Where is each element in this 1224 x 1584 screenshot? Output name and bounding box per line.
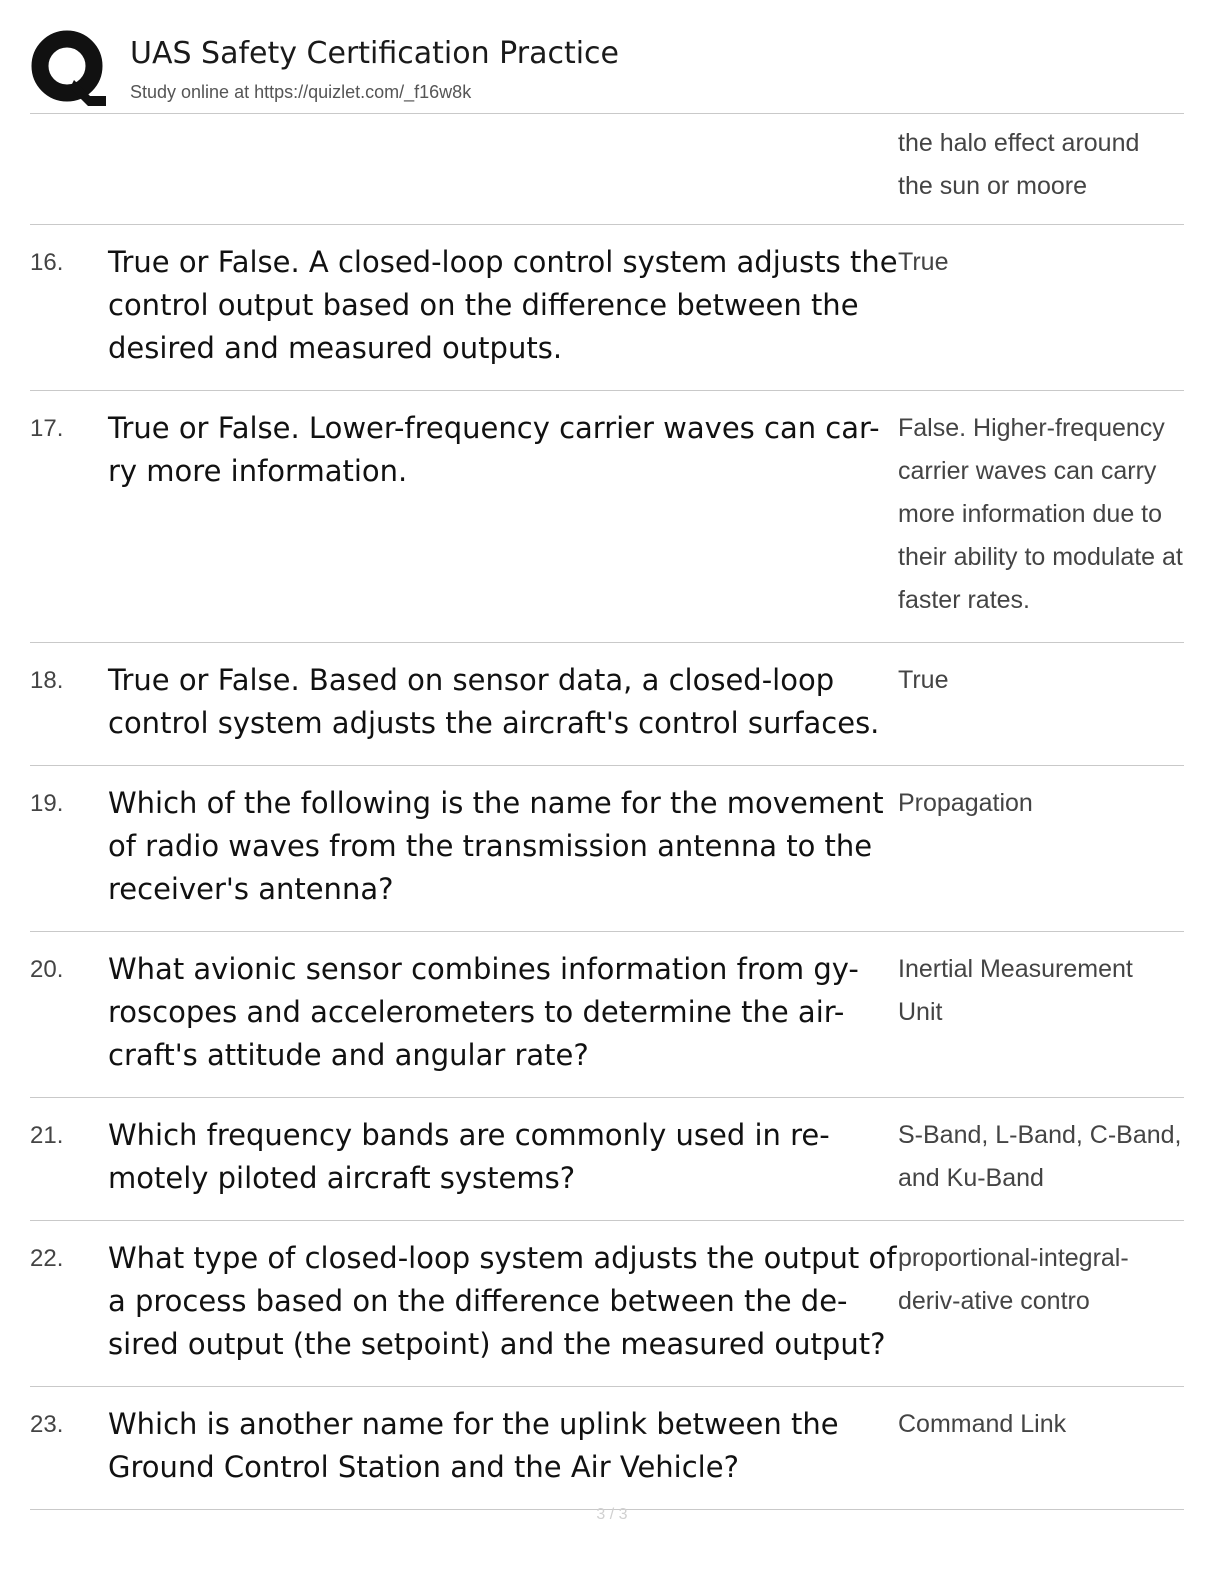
flashcard-definition: proportional-integral-deriv-ative contro [898, 1244, 1129, 1315]
flashcard-term: What type of closed-loop system adjusts the output of a process based on the difference between the de-sired output (the setpoint) and the measured output? [108, 1241, 897, 1361]
flashcard-number: 18. [30, 667, 64, 694]
flashcard-term: What avionic sensor combines information from gy-roscopes and accelerometers to determine the air-craft's attitude and angular rate? [108, 952, 859, 1072]
document-title: UAS Safety Certification Practice [130, 36, 619, 71]
flashcard-definition: Command Link [898, 1410, 1067, 1438]
flashcard-term: True or False. Based on sensor data, a closed-loop control system adjusts the aircraft's control surfaces. [108, 663, 880, 740]
flashcard-definition: the halo effect around the sun or moore [898, 129, 1140, 200]
flashcard-number: 22. [30, 1245, 64, 1272]
flashcard-definition: S-Band, L-Band, C-Band, and Ku-Band [898, 1121, 1182, 1192]
flashcard-definition: True [898, 666, 949, 694]
flashcard-number: 20. [30, 956, 64, 983]
flashcard-number: 17. [30, 415, 64, 442]
document-header [30, 28, 1184, 112]
flashcard-definition: True [898, 248, 949, 276]
quizlet-q-logo-icon [30, 30, 108, 108]
flashcard-row-22 [30, 1221, 1184, 1387]
flashcard-term: Which of the following is the name for the movement of radio waves from the transmission antenna to the receiver's antenna? [108, 786, 884, 906]
flashcard-term: Which is another name for the uplink between the Ground Control Station and the Air Vehicle? [108, 1407, 839, 1484]
flashcard-definition: Propagation [898, 789, 1033, 817]
flashcard-list [30, 114, 1184, 1510]
flashcard-row-16 [30, 225, 1184, 391]
flashcard-term: Which frequency bands are commonly used in re-motely piloted aircraft systems? [108, 1118, 830, 1195]
flashcard-row-17 [30, 391, 1184, 643]
study-online-link[interactable]: Study online at https://quizlet.com/_f16w8k [130, 82, 472, 102]
flashcard-number: 21. [30, 1122, 64, 1149]
flashcard-definition: False. Higher-frequency carrier waves can carry more information due to their ability to modulate at faster rates. [898, 414, 1183, 614]
flashcard-row-18 [30, 643, 1184, 766]
flashcard-term: True or False. Lower-frequency carrier waves can car-ry more information. [108, 411, 880, 488]
flashcard-number: 23. [30, 1411, 64, 1438]
flashcard-row-continued [30, 114, 1184, 225]
flashcard-definition: Inertial Measurement Unit [898, 955, 1133, 1026]
flashcard-row-21 [30, 1098, 1184, 1221]
flashcard-row-20 [30, 932, 1184, 1098]
flashcard-number: 16. [30, 249, 64, 276]
page-number: 3 / 3 [596, 1506, 628, 1523]
flashcard-row-23 [30, 1387, 1184, 1510]
flashcard-number: 19. [30, 790, 64, 817]
flashcard-term: True or False. A closed-loop control system adjusts the control output based on the difference between the desired and measured outputs. [108, 245, 898, 365]
flashcard-row-19 [30, 766, 1184, 932]
